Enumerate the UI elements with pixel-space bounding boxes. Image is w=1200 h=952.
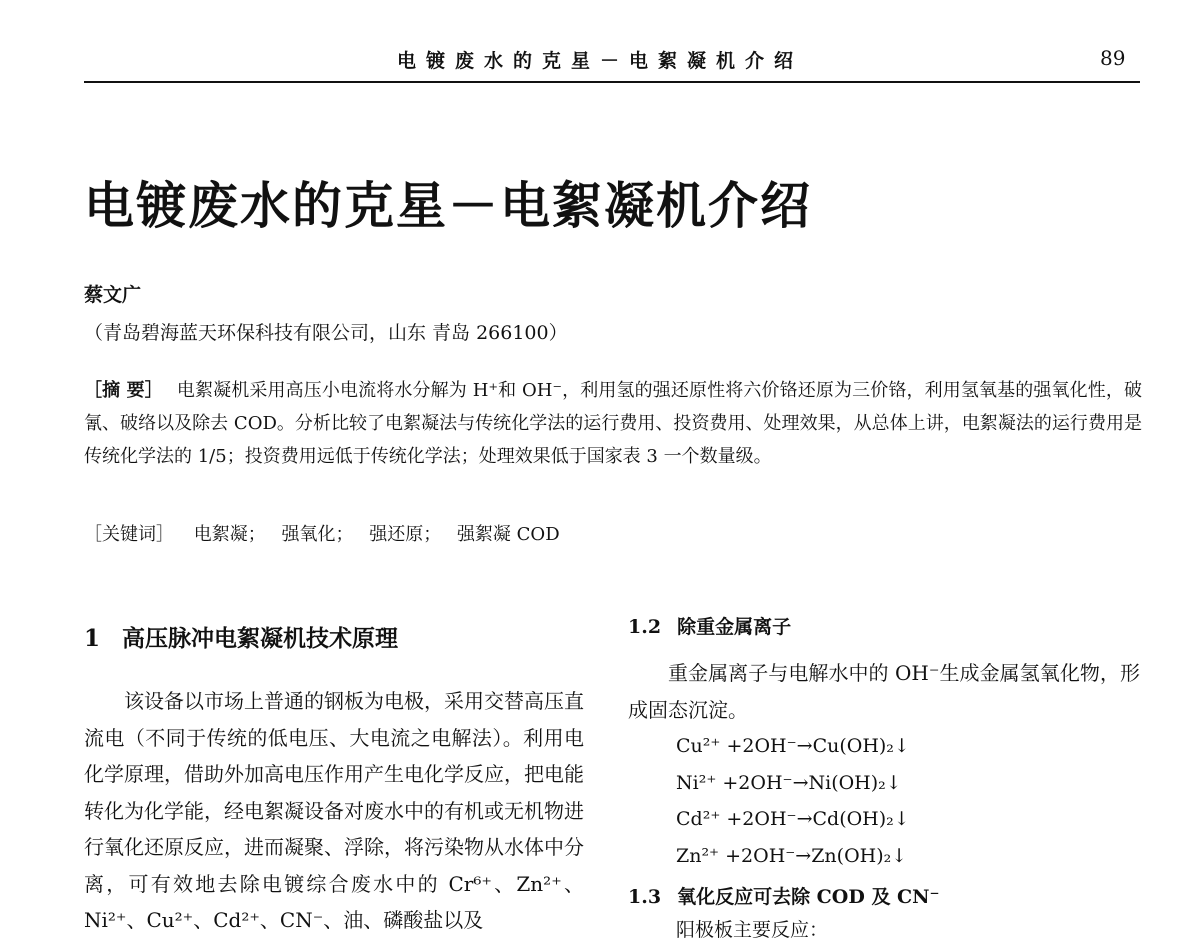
equation: Cd²⁺ +2OH⁻→Cd(OH)₂↓ xyxy=(676,808,910,830)
paper-title: 电镀废水的克星－电絮凝机介绍 xyxy=(84,176,812,235)
equation: Zn²⁺ +2OH⁻→Zn(OH)₂↓ xyxy=(676,844,908,867)
header-rule xyxy=(84,81,1140,83)
equation: Cu²⁺ +2OH⁻→Cu(OH)₂↓ xyxy=(676,735,910,757)
equation: Ni²⁺ +2OH⁻→Ni(OH)₂↓ xyxy=(676,771,902,794)
section-1-2-body: 重金属离子与电解水中的 OH⁻生成金属氢氧化物，形成固态沉淀。 xyxy=(628,661,1140,722)
section-title: 高压脉冲电絮凝机技术原理 xyxy=(122,625,399,652)
section-title: 除重金属离子 xyxy=(677,616,792,638)
section-number: 1.3 xyxy=(628,886,662,908)
running-title: 电镀废水的克星－电絮凝机介绍 xyxy=(396,50,803,72)
section-number: 1 xyxy=(84,625,101,652)
section-1-body: 该设备以市场上普通的钢板为电极，采用交替高压直流电（不同于传统的低电压、大电流之电解法）。利用电化学原理，借助外加高电压作用产生电化学反应，把电能转化为化学能，经电絮凝设备对废水中的有机或无机物进行氧化还原反应，进而凝聚、浮除，将污染物从水体中分离，可有效地去除电镀综合废水中的 Cr⁶⁺、Zn²⁺、Ni²⁺、Cu²⁺、Cd²⁺、CN⁻、油、磷酸盐以及 xyxy=(84,689,584,932)
keyword: 强絮凝 COD xyxy=(456,524,560,545)
keywords xyxy=(84,520,570,546)
section-title: 氧化反应可去除 COD 及 CN⁻ xyxy=(677,886,940,908)
section-number: 1.2 xyxy=(628,616,662,638)
abstract-text: 电絮凝机采用高压小电流将水分解为 H⁺和 OH⁻，利用氢的强还原性将六价铬还原为三价铬，利用氢氧基的强氧化性，破氰、破络以及除去 COD。分析比较了电絮凝法与传统化学法的运行费用、投资费用、处理效果，从总体上讲，电絮凝法的运行费用是传统化学法的 1/5；投资费用远低于传统化学法；处理效果低于国家表 3 一个数量级。 xyxy=(84,380,1142,467)
section-1-3-heading xyxy=(628,882,1140,909)
keyword: 强还原； xyxy=(369,524,442,545)
keyword: 电絮凝； xyxy=(193,524,266,545)
anode-reaction-text: 阳极板主要反应： xyxy=(676,919,829,941)
page-number: 89 xyxy=(1100,46,1126,70)
keywords-label: ［关键词］ xyxy=(84,524,174,545)
affiliation: （青岛碧海蓝天环保科技有限公司，山东 青岛 266100） xyxy=(84,322,568,344)
abstract xyxy=(84,374,1142,473)
section-1-heading xyxy=(84,620,584,653)
author: 蔡文广 xyxy=(84,284,142,306)
abstract-label: ［摘 要］ xyxy=(84,380,163,401)
right-column xyxy=(628,612,1140,942)
section-1-2-heading xyxy=(628,612,1140,639)
left-column xyxy=(84,620,584,939)
keyword: 强氧化； xyxy=(281,524,354,545)
